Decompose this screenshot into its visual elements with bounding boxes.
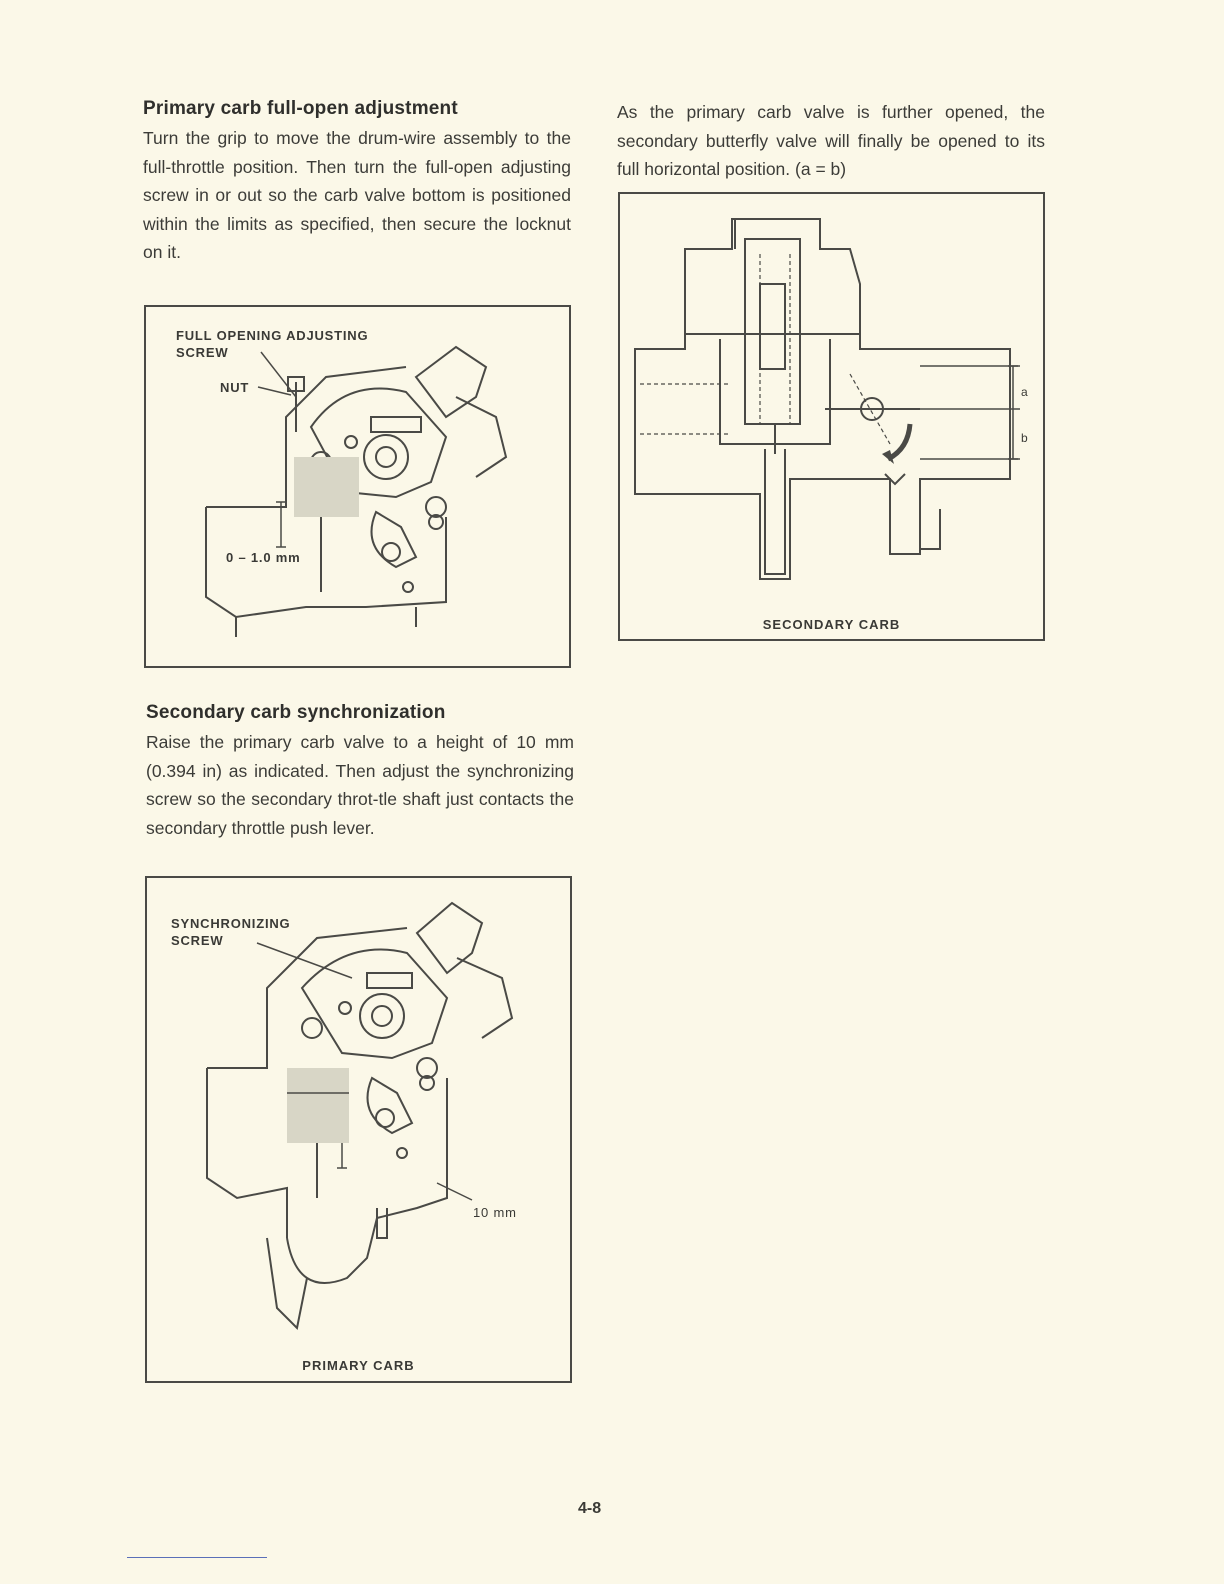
- section-body-full-open: Turn the grip to move the drum-wire assembly to the full-throttle position. Then turn the full-open adjusting screw in or out so the carb valve bottom is positioned within the limits as specified, then secure the locknut on it.: [143, 128, 571, 262]
- secondary-carb-section-drawing: [620, 194, 1043, 639]
- page-number: 4-8: [578, 1500, 602, 1517]
- section-heading-sync: Secondary carb synchronization: [146, 702, 446, 723]
- figure-primary-carb: [145, 876, 572, 1383]
- section-body-secondary-valve: As the primary carb valve is further opened, the secondary butterfly valve will finally be opened to its full horizontal position. (a = b): [617, 102, 1045, 179]
- section-full-open-adjustment: [143, 98, 571, 267]
- figure-full-open-adjusting: [144, 305, 571, 668]
- label-a: a: [1021, 385, 1029, 399]
- section-secondary-valve: [617, 98, 1045, 184]
- label-b: b: [1021, 431, 1029, 445]
- section-body-sync: Raise the primary carb valve to a height of 10 mm (0.394 in) as indicated. Then adjust the synchronizing screw so the secondary throt-tle shaft just contacts the secondary throttle push lever.: [146, 732, 574, 838]
- label-synchronizing-screw: SYNCHRONIZING SCREW: [171, 916, 291, 948]
- footer-divider: [127, 1557, 267, 1558]
- figure-secondary-carb: [618, 192, 1045, 641]
- label-10mm: 10 mm: [473, 1205, 517, 1220]
- label-nut: NUT: [220, 380, 250, 395]
- caption-secondary-carb: SECONDARY CARB: [762, 617, 901, 632]
- caption-primary-carb: PRIMARY CARB: [302, 1358, 415, 1373]
- section-secondary-sync: [146, 702, 574, 842]
- section-heading-full-open: Primary carb full-open adjustment: [143, 98, 458, 119]
- label-range: 0 – 1.0 mm: [226, 550, 301, 565]
- label-full-opening-screw: FULL OPENING ADJUSTING SCREW: [176, 328, 369, 360]
- carb-linkage-drawing-2: [147, 878, 570, 1381]
